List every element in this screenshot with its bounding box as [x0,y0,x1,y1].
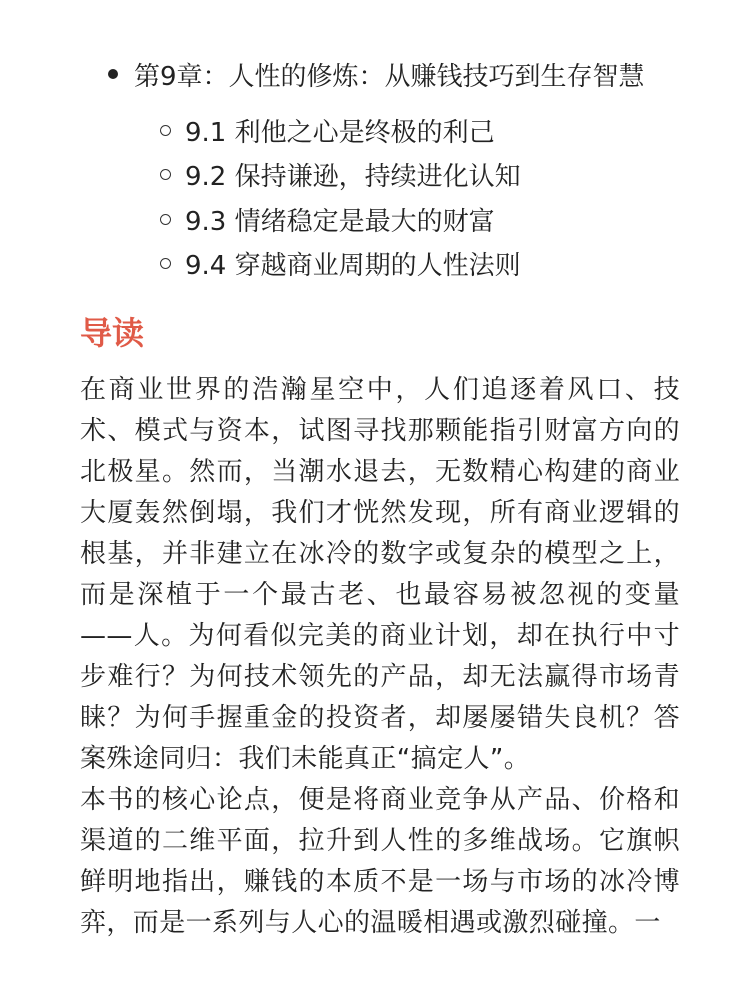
intro-paragraph-2: 本书的核心论点，便是将商业竞争从产品、价格和渠道的二维平面，拉升到人性的多维战场。它旗帜鲜明地指出，赚钱的本质不是一场与市场的冰冷博弈，而是一系列与人心的温暖相遇或激烈碰撞。一 [80,785,680,938]
section-item [160,153,521,198]
section-item [160,108,521,153]
section-title: 9.1 利他之心是终极的利己 [185,117,495,148]
intro-paragraph-1: 在商业世界的浩瀚星空中，人们追逐着风口、技术、模式与资本，试图寻找那颗能指引财富方向的北极星。然而，当潮水退去，无数精心构建的商业大厦轰然倒塌，我们才恍然发现，所有商业逻辑的根基，并非建立在冰冷的数字或复杂的模型之上，而是深植于一个最古老、也最容易被忽视的变量——人。为何看似完美的商业计划，却在执行中寸步难行？为何技术领先的产品，却无法赢得市场青睐？为何手握重金的投资者，却屡屡错失良机？答案殊途同归：我们未能真正“搞定人”。 [80,375,680,774]
bullet-circle-icon [160,169,171,180]
section-item [160,197,521,242]
section-item [160,242,521,287]
section-list [160,108,521,286]
section-title: 9.4 穿越商业周期的人性法则 [185,251,521,282]
section-title: 9.3 情绪稳定是最大的财富 [185,206,495,237]
chapter-title: 第9章：人性的修炼：从赚钱技巧到生存智慧 [134,61,645,92]
section-title: 9.2 保持谦逊，持续进化认知 [185,162,521,193]
intro-heading: 导读 [80,314,145,352]
bullet-disc-icon [108,69,118,79]
chapter-list-item [108,54,645,94]
bullet-circle-icon [160,258,171,269]
bullet-circle-icon [160,214,171,225]
bullet-circle-icon [160,125,171,136]
